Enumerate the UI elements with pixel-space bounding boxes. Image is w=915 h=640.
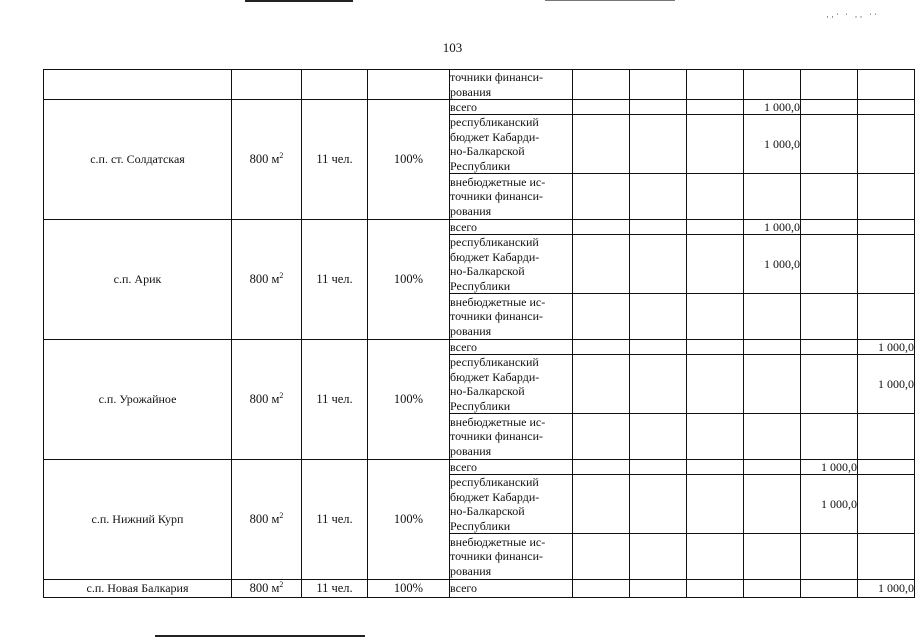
percent-value: 100% xyxy=(368,580,450,598)
funding-source-line: но-Балкарской xyxy=(450,264,525,278)
amount-cell xyxy=(858,340,915,355)
funding-source-line: точники финанси- xyxy=(450,189,544,204)
table-row xyxy=(44,100,915,115)
amount-cell xyxy=(573,355,630,414)
budget-table xyxy=(43,69,915,598)
funding-source-line: точники финанси- xyxy=(450,549,544,564)
amount-cell xyxy=(858,115,915,174)
amount-value: 1 000,0 xyxy=(821,459,857,474)
amount-cell xyxy=(858,460,915,475)
funding-source-line: всего xyxy=(450,99,478,114)
amount-cell xyxy=(573,220,630,235)
area-cell xyxy=(232,580,302,598)
amount-cell xyxy=(573,580,630,598)
funding-source-cell xyxy=(450,174,573,220)
funding-source-line: всего xyxy=(450,219,478,234)
funding-source-line: бюджет Кабарди- xyxy=(450,249,540,264)
amount-cell xyxy=(573,340,630,355)
amount-cell xyxy=(744,340,801,355)
funding-source-cell xyxy=(450,340,573,355)
people-count: 11 чел. xyxy=(302,340,368,460)
funding-source-line: Республики xyxy=(450,398,511,413)
amount-value: 1 000,0 xyxy=(764,219,800,234)
amount-cell xyxy=(687,220,744,235)
amount-cell xyxy=(801,534,858,580)
amount-cell xyxy=(801,460,858,475)
funding-source-line: рования xyxy=(450,323,492,338)
area-value: 800 м xyxy=(249,272,280,287)
amount-value: 1 000,0 xyxy=(878,581,914,595)
empty-cell xyxy=(368,70,450,100)
funding-source-line: Республики xyxy=(450,158,511,173)
funding-source-cell xyxy=(450,115,573,174)
amount-cell xyxy=(630,340,687,355)
amount-cell xyxy=(630,534,687,580)
table-row xyxy=(44,340,915,355)
funding-source-line: Республики xyxy=(450,518,511,533)
scan-edge-mark xyxy=(155,635,365,637)
amount-cell xyxy=(630,475,687,534)
amount-cell xyxy=(630,294,687,340)
amount-cell xyxy=(630,115,687,174)
funding-source-line: Республики xyxy=(450,278,511,293)
area-unit-exponent: 2 xyxy=(279,391,284,401)
percent-value: 100% xyxy=(368,340,450,460)
people-count: 11 чел. xyxy=(302,460,368,580)
amount-cell xyxy=(687,414,744,460)
funding-source-line: точники финанси- xyxy=(450,70,544,84)
empty-cell xyxy=(302,70,368,100)
amount-cell xyxy=(687,355,744,414)
area-unit-exponent: 2 xyxy=(279,271,284,281)
amount-cell xyxy=(744,294,801,340)
funding-source-line: республиканский xyxy=(450,235,539,249)
funding-source-line: всего xyxy=(450,339,478,354)
amount-cell xyxy=(858,534,915,580)
amount-cell xyxy=(687,115,744,174)
amount-cell xyxy=(801,115,858,174)
funding-source-cell xyxy=(450,580,573,598)
amount-cell xyxy=(801,70,858,100)
scan-speckle: ··ˈ ˈ ·· ˈˈ xyxy=(826,12,879,22)
funding-source-line: внебюджетные ис- xyxy=(450,174,546,189)
area-value: 800 м xyxy=(249,392,280,407)
funding-source-line: всего xyxy=(450,581,478,595)
funding-source-cell xyxy=(450,355,573,414)
amount-cell xyxy=(573,70,630,100)
amount-cell xyxy=(801,294,858,340)
amount-cell xyxy=(630,174,687,220)
amount-cell xyxy=(858,235,915,294)
funding-source-cell xyxy=(450,294,573,340)
amount-value: 1 000,0 xyxy=(764,257,800,271)
funding-source-cell xyxy=(450,460,573,475)
amount-cell xyxy=(573,100,630,115)
amount-cell xyxy=(744,115,801,174)
amount-cell xyxy=(630,235,687,294)
amount-cell xyxy=(801,100,858,115)
settlement-name: с.п. Нижний Курп xyxy=(44,460,232,580)
funding-source-line: внебюджетные ис- xyxy=(450,534,546,549)
amount-cell xyxy=(687,70,744,100)
percent-value: 100% xyxy=(368,220,450,340)
funding-source-line: республиканский xyxy=(450,115,539,129)
amount-cell xyxy=(573,475,630,534)
amount-cell xyxy=(687,174,744,220)
amount-cell xyxy=(630,580,687,598)
area-unit-exponent: 2 xyxy=(279,511,284,521)
amount-cell xyxy=(687,100,744,115)
amount-cell xyxy=(858,580,915,598)
amount-cell xyxy=(801,475,858,534)
funding-source-cell xyxy=(450,475,573,534)
people-count: 11 чел. xyxy=(302,580,368,598)
amount-cell xyxy=(687,534,744,580)
amount-cell xyxy=(801,235,858,294)
percent-value: 100% xyxy=(368,460,450,580)
amount-cell xyxy=(687,340,744,355)
people-count: 11 чел. xyxy=(302,220,368,340)
funding-source-line: бюджет Кабарди- xyxy=(450,489,540,504)
amount-cell xyxy=(630,70,687,100)
amount-cell xyxy=(858,174,915,220)
funding-source-line: рования xyxy=(450,84,492,99)
funding-source-line: бюджет Кабарди- xyxy=(450,369,540,384)
funding-source-line: республиканский xyxy=(450,475,539,489)
percent-value: 100% xyxy=(368,100,450,220)
amount-cell xyxy=(744,355,801,414)
settlement-name: с.п. Арик xyxy=(44,220,232,340)
settlement-name: с.п. ст. Солдатская xyxy=(44,100,232,220)
amount-cell xyxy=(630,460,687,475)
amount-value: 1 000,0 xyxy=(878,377,914,391)
amount-cell xyxy=(744,580,801,598)
area-value: 800 м xyxy=(249,512,280,527)
funding-source-line: точники финанси- xyxy=(450,309,544,324)
funding-source-cell xyxy=(450,70,573,100)
area-cell xyxy=(232,460,302,580)
funding-source-cell xyxy=(450,414,573,460)
table-row xyxy=(44,70,915,100)
amount-value: 1 000,0 xyxy=(764,99,800,114)
scan-edge-mark xyxy=(545,0,675,1)
funding-source-line: рования xyxy=(450,203,492,218)
funding-source-line: но-Балкарской xyxy=(450,144,525,158)
funding-source-cell xyxy=(450,534,573,580)
scan-edge-mark xyxy=(245,0,353,2)
amount-cell xyxy=(573,534,630,580)
amount-cell xyxy=(801,174,858,220)
amount-cell xyxy=(801,414,858,460)
amount-cell xyxy=(744,70,801,100)
amount-cell xyxy=(858,294,915,340)
amount-cell xyxy=(687,460,744,475)
amount-cell xyxy=(744,100,801,115)
amount-cell xyxy=(801,355,858,414)
funding-source-line: всего xyxy=(450,459,478,474)
amount-value: 1 000,0 xyxy=(821,497,857,511)
funding-source-line: но-Балкарской xyxy=(450,384,525,398)
area-unit-exponent: 2 xyxy=(279,580,284,590)
funding-source-line: рования xyxy=(450,443,492,458)
funding-source-line: внебюджетные ис- xyxy=(450,414,546,429)
amount-cell xyxy=(744,174,801,220)
people-count: 11 чел. xyxy=(302,100,368,220)
amount-cell xyxy=(744,534,801,580)
area-cell xyxy=(232,340,302,460)
area-cell xyxy=(232,100,302,220)
funding-source-line: внебюджетные ис- xyxy=(450,294,546,309)
amount-cell xyxy=(573,235,630,294)
empty-cell xyxy=(232,70,302,100)
area-value: 800 м xyxy=(249,581,280,596)
area-cell xyxy=(232,220,302,340)
page-number: 103 xyxy=(442,40,463,55)
table-row xyxy=(44,220,915,235)
table-row xyxy=(44,460,915,475)
funding-source-line: республиканский xyxy=(450,355,539,369)
amount-cell xyxy=(630,220,687,235)
amount-cell xyxy=(744,414,801,460)
amount-value: 1 000,0 xyxy=(878,339,914,354)
amount-cell xyxy=(687,580,744,598)
amount-cell xyxy=(801,340,858,355)
amount-cell xyxy=(858,414,915,460)
amount-cell xyxy=(858,70,915,100)
amount-cell xyxy=(687,294,744,340)
amount-cell xyxy=(573,115,630,174)
amount-cell xyxy=(687,235,744,294)
settlement-name: с.п. Новая Балкария xyxy=(44,580,232,598)
funding-source-cell xyxy=(450,220,573,235)
amount-cell xyxy=(573,460,630,475)
amount-cell xyxy=(858,100,915,115)
funding-source-cell xyxy=(450,100,573,115)
area-value: 800 м xyxy=(249,152,280,167)
amount-cell xyxy=(858,355,915,414)
amount-cell xyxy=(858,475,915,534)
amount-cell xyxy=(801,220,858,235)
amount-cell xyxy=(630,100,687,115)
amount-cell xyxy=(801,580,858,598)
amount-cell xyxy=(744,460,801,475)
area-unit-exponent: 2 xyxy=(279,151,284,161)
funding-source-line: рования xyxy=(450,563,492,578)
amount-cell xyxy=(630,414,687,460)
amount-cell xyxy=(858,220,915,235)
amount-cell xyxy=(744,220,801,235)
amount-cell xyxy=(744,475,801,534)
amount-cell xyxy=(630,355,687,414)
empty-cell xyxy=(44,70,232,100)
amount-cell xyxy=(573,174,630,220)
amount-cell xyxy=(687,475,744,534)
funding-source-line: точники финанси- xyxy=(450,429,544,444)
funding-source-line: но-Балкарской xyxy=(450,504,525,518)
amount-value: 1 000,0 xyxy=(764,137,800,151)
settlement-name: с.п. Урожайное xyxy=(44,340,232,460)
amount-cell xyxy=(744,235,801,294)
funding-source-cell xyxy=(450,235,573,294)
amount-cell xyxy=(573,294,630,340)
amount-cell xyxy=(573,414,630,460)
funding-source-line: бюджет Кабарди- xyxy=(450,129,540,144)
table-row xyxy=(44,580,915,598)
